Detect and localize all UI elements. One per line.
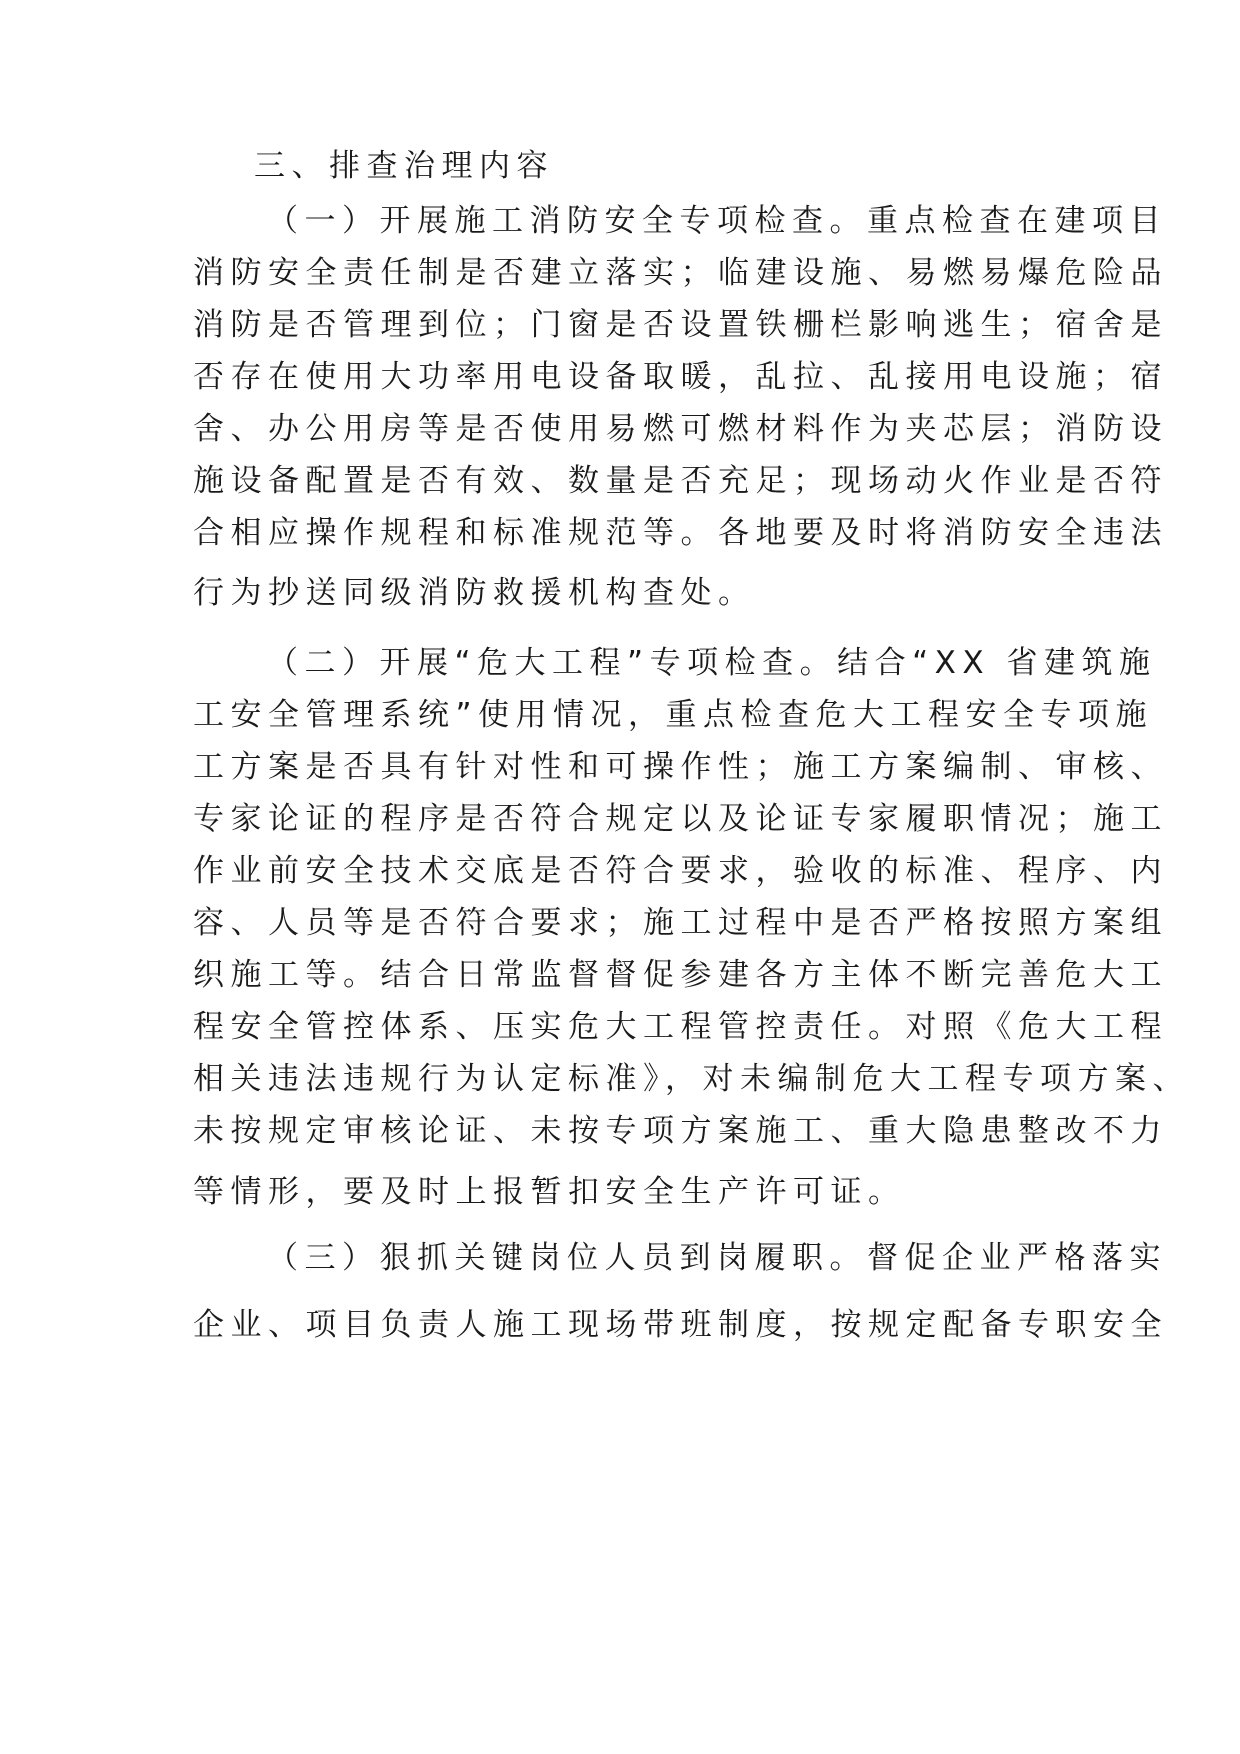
paragraph-line: （三）狠抓关键岗位人员到岗履职。督促企业严格落实 <box>267 1240 1167 1276</box>
paragraph-line: （二）开展“危大工程”专项检查。结合“XX 省建筑施 <box>267 645 1157 681</box>
paragraph-line: 合相应操作规程和标准规范等。各地要及时将消防安全违法 <box>193 515 1168 551</box>
paragraph-line: 作业前安全技术交底是否符合要求，验收的标准、程序、内 <box>193 853 1168 889</box>
paragraph-line: 等情形，要及时上报暂扣安全生产许可证。 <box>193 1174 906 1210</box>
paragraph-line: 专家论证的程序是否符合规定以及论证专家履职情况；施工 <box>193 801 1168 837</box>
paragraph-line: 未按规定审核论证、未按专项方案施工、重大隐患整改不力 <box>193 1113 1168 1149</box>
paragraph-line: 消防安全责任制是否建立落实；临建设施、易燃易爆危险品 <box>193 255 1168 291</box>
paragraph-line: 容、人员等是否符合要求；施工过程中是否严格按照方案组 <box>193 905 1168 941</box>
paragraph-line: 施设备配置是否有效、数量是否充足；现场动火作业是否符 <box>193 463 1168 499</box>
paragraph-line: 工方案是否具有针对性和可操作性；施工方案编制、审核、 <box>193 749 1168 785</box>
paragraph-line: 否存在使用大功率用电设备取暖，乱拉、乱接用电设施；宿 <box>193 359 1168 395</box>
paragraph-line: 消防是否管理到位；门窗是否设置铁栅栏影响逃生；宿舍是 <box>193 307 1168 343</box>
paragraph-line: 织施工等。结合日常监督督促参建各方主体不断完善危大工 <box>193 957 1168 993</box>
paragraph-line: 行为抄送同级消防救援机构查处。 <box>193 575 756 611</box>
paragraph-line: （一）开展施工消防安全专项检查。重点检查在建项目 <box>267 203 1167 239</box>
paragraph-line: 程安全管控体系、压实危大工程管控责任。对照《危大工程 <box>193 1009 1168 1045</box>
paragraph-line: 企业、项目负责人施工现场带班制度，按规定配备专职安全 <box>193 1307 1168 1343</box>
paragraph-line: 舍、办公用房等是否使用易燃可燃材料作为夹芯层；消防设 <box>193 411 1168 447</box>
paragraph-line: 相关违法违规行为认定标准》，对未编制危大工程专项方案、 <box>193 1061 1190 1097</box>
section-heading: 三、排查治理内容 <box>254 148 554 184</box>
paragraph-line: 工安全管理系统”使用情况，重点检查危大工程安全专项施 <box>193 697 1154 733</box>
